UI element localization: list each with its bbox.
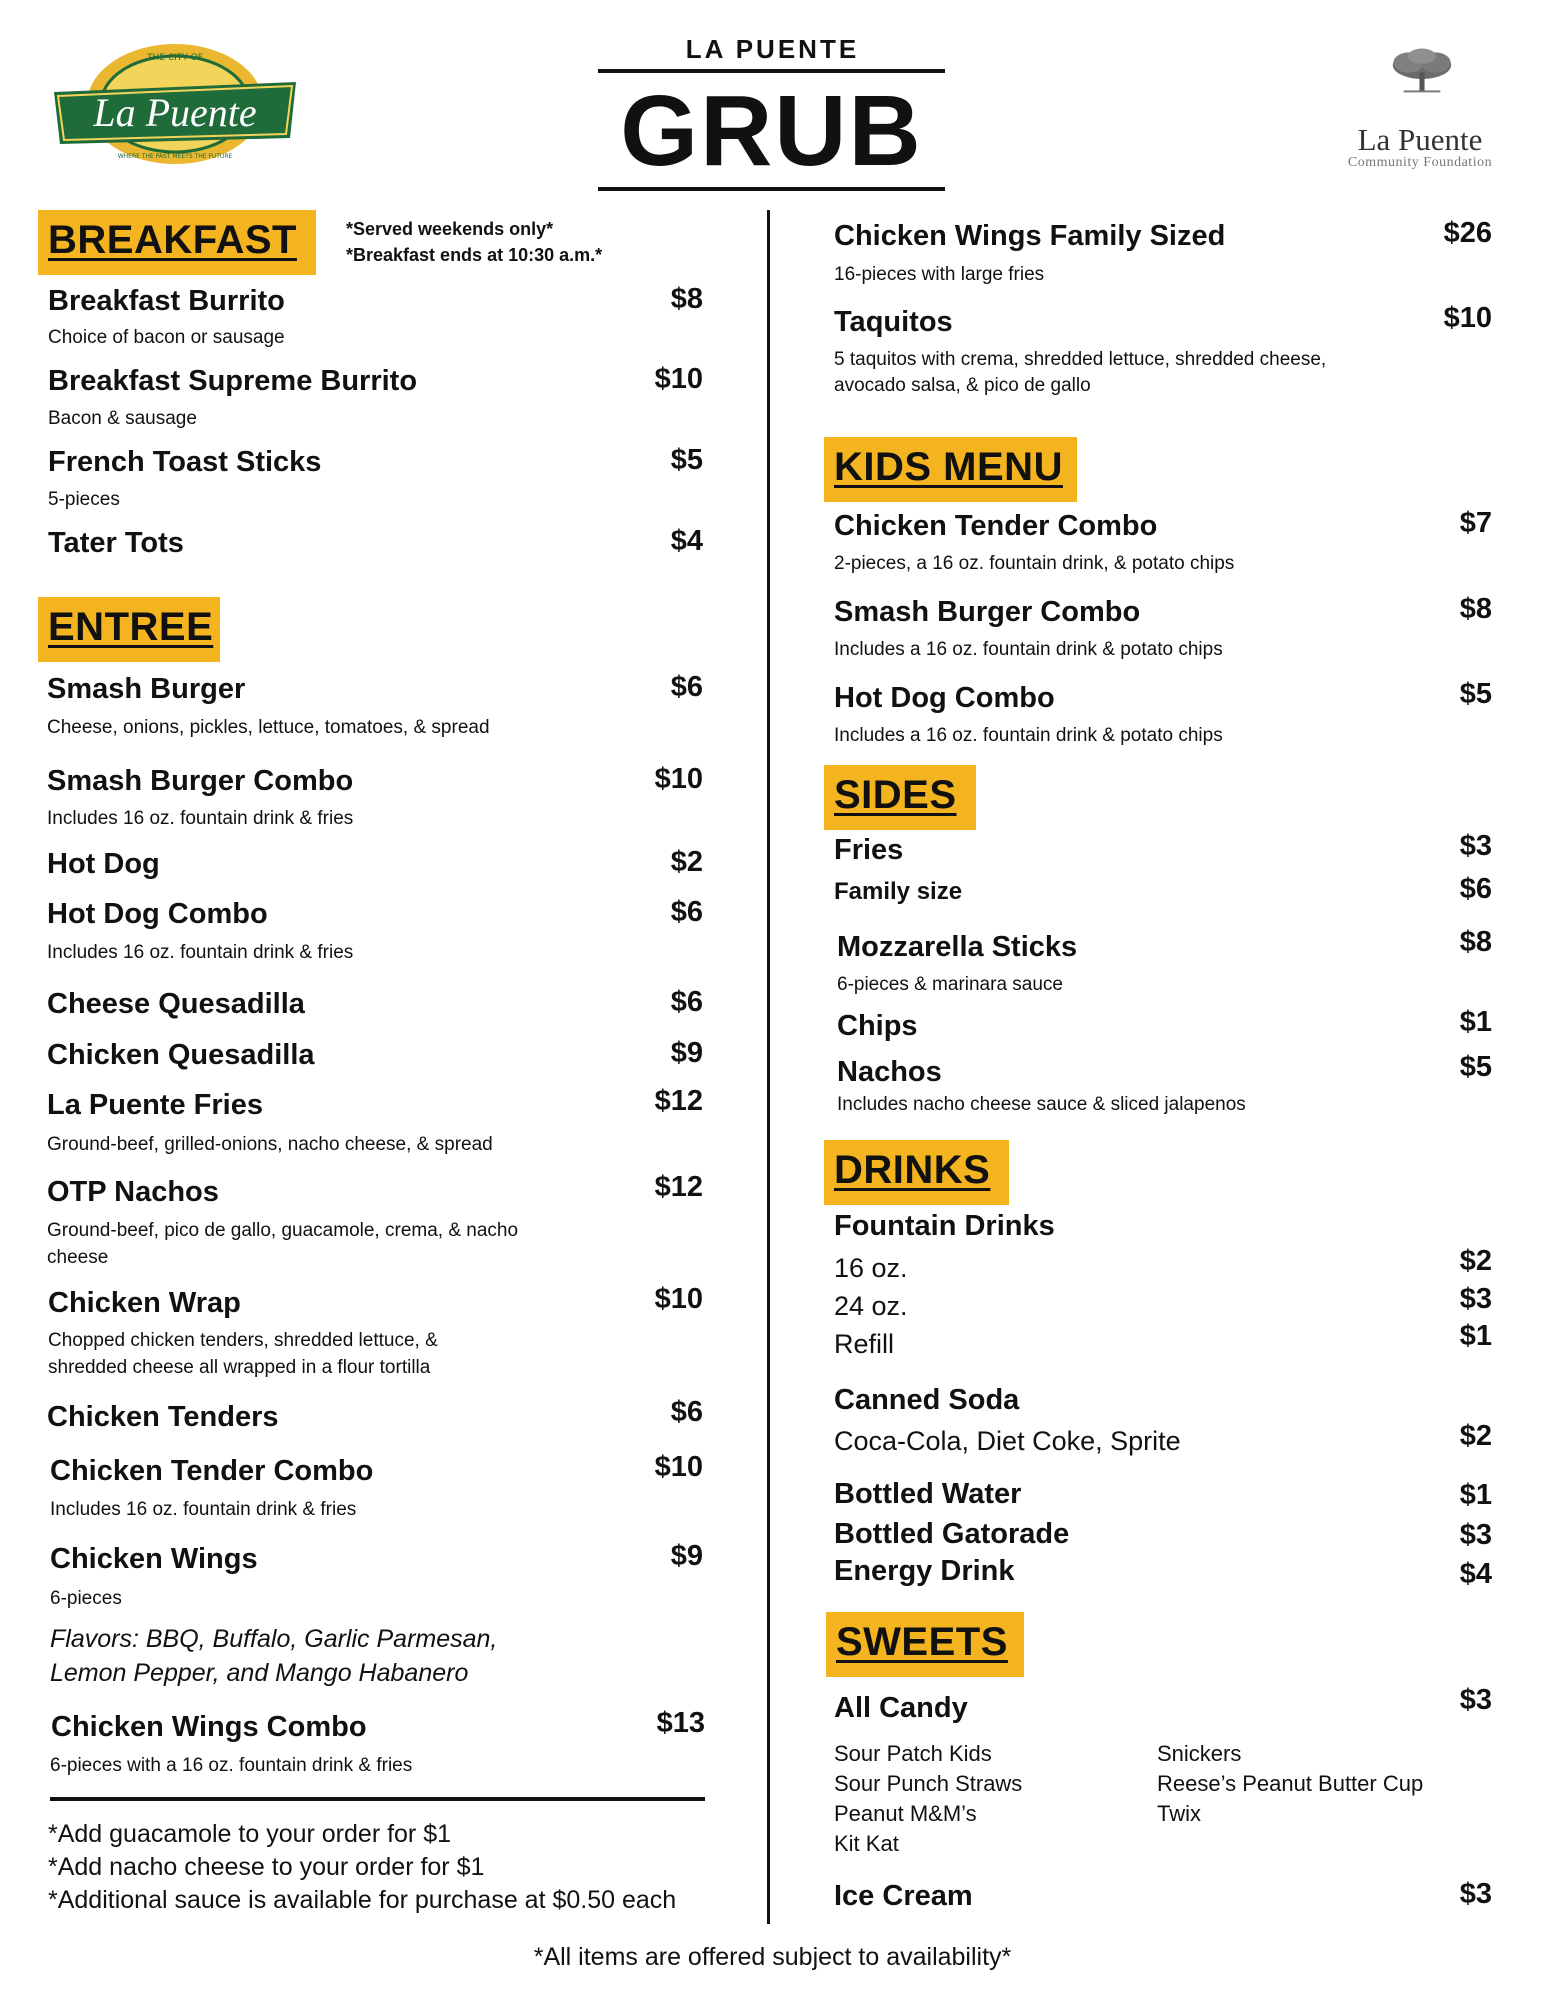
- logo-ring-bottom-text: WHERE THE PAST MEETS THE FUTURE: [117, 153, 233, 160]
- addons-divider: [50, 1797, 705, 1801]
- french-toast-sticks-name: French Toast Sticks: [48, 446, 322, 478]
- chicken-wings-family-desc: 16-pieces with large fries: [834, 264, 1045, 285]
- breakfast-burrito-price: $8: [670, 283, 703, 315]
- kids-menu-section-title: KIDS MENU: [824, 437, 1077, 502]
- brand-rule-bottom: [598, 187, 945, 191]
- chicken-wings-combo-name: Chicken Wings Combo: [51, 1711, 367, 1743]
- breakfast-supreme-burrito-name: Breakfast Supreme Burrito: [48, 365, 418, 397]
- chicken-tender-combo-name: Chicken Tender Combo: [50, 1455, 374, 1487]
- wing-flavors-line1: Flavors: BBQ, Buffalo, Garlic Parmesan,: [50, 1625, 498, 1653]
- chicken-wings-desc: 6-pieces: [50, 1588, 122, 1609]
- fountain-16oz-price: $2: [1459, 1245, 1492, 1277]
- taquitos-desc-line2: avocado salsa, & pico de gallo: [834, 375, 1091, 396]
- ice-cream-name: Ice Cream: [834, 1880, 973, 1912]
- breakfast-supreme-burrito-price: $10: [654, 363, 703, 395]
- la-puente-fries-price: $12: [654, 1085, 703, 1117]
- candy-sour-patch-kids: Sour Patch Kids: [834, 1741, 992, 1766]
- foundation-subtitle: Community Foundation: [1347, 155, 1493, 170]
- chicken-wings-combo-desc: 6-pieces with a 16 oz. fountain drink & fries: [50, 1755, 413, 1776]
- chicken-tenders-name: Chicken Tenders: [47, 1401, 279, 1433]
- bottled-gatorade-price: $3: [1459, 1519, 1492, 1551]
- breakfast-burrito-desc: Choice of bacon or sausage: [48, 327, 285, 348]
- kids-chicken-tender-combo-desc: 2-pieces, a 16 oz. fountain drink, & potato chips: [834, 553, 1235, 574]
- breakfast-section-title: BREAKFAST: [38, 210, 316, 275]
- kids-smash-burger-combo-desc: Includes a 16 oz. fountain drink & potato chips: [834, 639, 1223, 660]
- hot-dog-combo-desc: Includes 16 oz. fountain drink & fries: [47, 942, 354, 963]
- family-size-fries-price: $6: [1459, 873, 1492, 905]
- column-divider: [767, 210, 770, 1924]
- kids-hot-dog-combo-desc: Includes a 16 oz. fountain drink & potato chips: [834, 725, 1223, 746]
- chicken-wings-family-name: Chicken Wings Family Sized: [834, 220, 1226, 252]
- hot-dog-name: Hot Dog: [47, 848, 160, 880]
- hot-dog-combo-name: Hot Dog Combo: [47, 898, 268, 930]
- smash-burger-combo-desc: Includes 16 oz. fountain drink & fries: [47, 808, 354, 829]
- otp-nachos-name: OTP Nachos: [47, 1176, 219, 1208]
- addon-sauce: *Additional sauce is available for purchase at $0.50 each: [48, 1886, 677, 1914]
- smash-burger-combo-price: $10: [654, 763, 703, 795]
- availability-footer: *All items are offered subject to availability*: [533, 1943, 1012, 1971]
- drinks-section-title: DRINKS: [824, 1140, 1009, 1205]
- hot-dog-price: $2: [670, 846, 703, 878]
- chicken-wings-price: $9: [670, 1540, 703, 1572]
- chicken-wrap-price: $10: [654, 1283, 703, 1315]
- french-toast-sticks-price: $5: [670, 444, 703, 476]
- canned-soda-name: Canned Soda: [834, 1384, 1020, 1416]
- chicken-wrap-desc-line2: shredded cheese all wrapped in a flour tortilla: [48, 1357, 431, 1378]
- smash-burger-combo-name: Smash Burger Combo: [47, 765, 354, 797]
- mozzarella-sticks-name: Mozzarella Sticks: [837, 931, 1078, 963]
- all-candy-name: All Candy: [834, 1692, 968, 1724]
- taquitos-price: $10: [1443, 302, 1492, 334]
- taquitos-desc-line1: 5 taquitos with crema, shredded lettuce, shredded cheese,: [834, 349, 1327, 370]
- tater-tots-name: Tater Tots: [48, 527, 184, 559]
- addon-guacamole: *Add guacamole to your order for $1: [48, 1820, 452, 1848]
- bottled-gatorade-name: Bottled Gatorade: [834, 1518, 1070, 1550]
- otp-nachos-desc-line2: cheese: [47, 1247, 109, 1268]
- breakfast-note-ends: *Breakfast ends at 10:30 a.m.*: [346, 245, 603, 265]
- fries-price: $3: [1459, 830, 1492, 862]
- chicken-wings-family-price: $26: [1443, 217, 1492, 249]
- fountain-refill-price: $1: [1459, 1320, 1492, 1352]
- la-puente-fries-desc: Ground-beef, grilled-onions, nacho cheese, & spread: [47, 1134, 493, 1155]
- wing-flavors-line2: Lemon Pepper, and Mango Habanero: [50, 1659, 469, 1687]
- candy-kit-kat: Kit Kat: [834, 1831, 899, 1856]
- chips-name: Chips: [837, 1010, 918, 1042]
- logo-script-text: La Puente: [93, 90, 257, 135]
- kids-chicken-tender-combo-price: $7: [1459, 507, 1492, 539]
- chicken-wrap-desc-line1: Chopped chicken tenders, shredded lettuce, &: [48, 1330, 438, 1351]
- sweets-section-title: SWEETS: [826, 1612, 1024, 1677]
- family-size-fries-name: Family size: [834, 878, 963, 905]
- fountain-refill-name: Refill: [834, 1329, 895, 1359]
- candy-reeses: Reese’s Peanut Butter Cup: [1157, 1771, 1424, 1796]
- kids-chicken-tender-combo-name: Chicken Tender Combo: [834, 510, 1158, 542]
- cheese-quesadilla-name: Cheese Quesadilla: [47, 988, 305, 1020]
- kids-hot-dog-combo-price: $5: [1459, 678, 1492, 710]
- chicken-tender-combo-price: $10: [654, 1451, 703, 1483]
- kids-hot-dog-combo-name: Hot Dog Combo: [834, 682, 1055, 714]
- tater-tots-price: $4: [670, 525, 703, 557]
- smash-burger-desc: Cheese, onions, pickles, lettuce, tomatoes, & spread: [47, 717, 490, 738]
- chicken-wings-combo-price: $13: [656, 1707, 705, 1739]
- otp-nachos-price: $12: [654, 1171, 703, 1203]
- la-puente-fries-name: La Puente Fries: [47, 1089, 263, 1121]
- nachos-desc: Includes nacho cheese sauce & sliced jalapenos: [837, 1094, 1246, 1115]
- fountain-drinks-name: Fountain Drinks: [834, 1210, 1055, 1242]
- brand-rule-top: [598, 69, 945, 73]
- energy-drink-price: $4: [1459, 1558, 1492, 1590]
- chicken-wings-name: Chicken Wings: [50, 1543, 258, 1575]
- kids-smash-burger-combo-price: $8: [1459, 593, 1492, 625]
- chicken-tender-combo-desc: Includes 16 oz. fountain drink & fries: [50, 1499, 357, 1520]
- mozzarella-sticks-desc: 6-pieces & marinara sauce: [837, 974, 1063, 995]
- brand-main-title: GRUB: [620, 75, 923, 187]
- chicken-tenders-price: $6: [670, 1396, 703, 1428]
- bottled-water-price: $1: [1459, 1479, 1492, 1511]
- nachos-price: $5: [1459, 1051, 1492, 1083]
- bottled-water-name: Bottled Water: [834, 1478, 1022, 1510]
- canned-soda-price: $2: [1459, 1420, 1492, 1452]
- fries-name: Fries: [834, 834, 904, 866]
- candy-peanut-mms: Peanut M&M’s: [834, 1801, 977, 1826]
- ice-cream-price: $3: [1459, 1878, 1492, 1910]
- breakfast-burrito-name: Breakfast Burrito: [48, 285, 285, 317]
- smash-burger-name: Smash Burger: [47, 673, 246, 705]
- sides-section-title: SIDES: [824, 765, 976, 830]
- brand-top-title: LA PUENTE: [685, 34, 860, 64]
- fountain-24oz-price: $3: [1459, 1283, 1492, 1315]
- la-puente-city-logo: [44, 34, 306, 166]
- fountain-24oz-name: 24 oz.: [834, 1291, 908, 1321]
- all-candy-price: $3: [1459, 1684, 1492, 1716]
- mozzarella-sticks-price: $8: [1459, 926, 1492, 958]
- chips-price: $1: [1459, 1006, 1492, 1038]
- tree-icon: [1333, 46, 1511, 126]
- french-toast-sticks-desc: 5-pieces: [48, 489, 120, 510]
- canned-soda-desc: Coca-Cola, Diet Coke, Sprite: [834, 1426, 1181, 1456]
- candy-twix: Twix: [1157, 1801, 1201, 1826]
- candy-snickers: Snickers: [1157, 1741, 1242, 1766]
- entree-section-title: ENTREE: [38, 597, 220, 662]
- nachos-name: Nachos: [837, 1056, 942, 1088]
- taquitos-name: Taquitos: [834, 306, 953, 338]
- energy-drink-name: Energy Drink: [834, 1555, 1015, 1587]
- addon-nacho-cheese: *Add nacho cheese to your order for $1: [48, 1853, 485, 1881]
- breakfast-supreme-burrito-desc: Bacon & sausage: [48, 408, 197, 429]
- kids-smash-burger-combo-name: Smash Burger Combo: [834, 596, 1141, 628]
- chicken-wrap-name: Chicken Wrap: [48, 1287, 241, 1319]
- foundation-name: La Puente: [1357, 122, 1483, 157]
- otp-nachos-desc-line1: Ground-beef, pico de gallo, guacamole, crema, & nacho: [47, 1220, 519, 1241]
- hot-dog-combo-price: $6: [670, 896, 703, 928]
- cheese-quesadilla-price: $6: [670, 986, 703, 1018]
- breakfast-note-weekends: *Served weekends only*: [346, 219, 554, 239]
- fountain-16oz-name: 16 oz.: [834, 1253, 908, 1283]
- chicken-quesadilla-price: $9: [670, 1037, 703, 1069]
- candy-sour-punch-straws: Sour Punch Straws: [834, 1771, 1023, 1796]
- chicken-quesadilla-name: Chicken Quesadilla: [47, 1039, 315, 1071]
- logo-ring-top-text: THE CITY OF: [147, 53, 203, 63]
- smash-burger-price: $6: [670, 671, 703, 703]
